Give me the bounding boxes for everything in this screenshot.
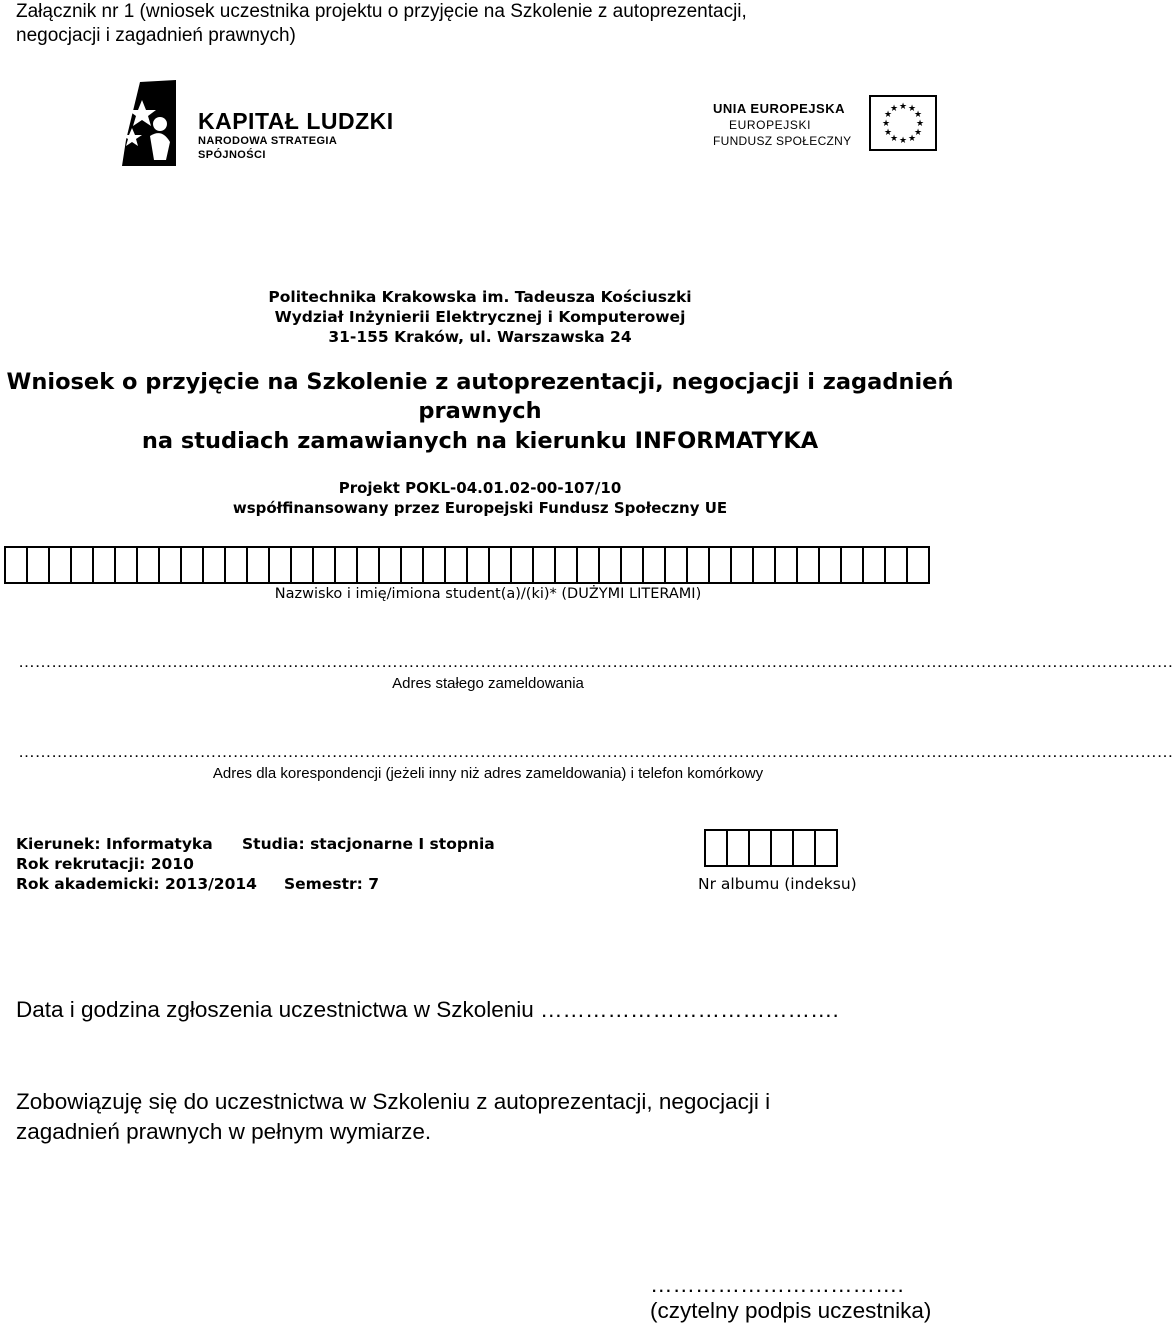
letter-box[interactable] <box>814 829 838 867</box>
letter-box[interactable] <box>334 546 358 584</box>
letter-box[interactable] <box>466 546 490 584</box>
svg-text:★: ★ <box>915 119 925 129</box>
letter-box[interactable] <box>792 829 816 867</box>
album-number-label: Nr albumu (indeksu) <box>698 875 857 893</box>
address-field-dots[interactable]: ………………………………………………………………………………………………………………………………………………………………………………………… <box>18 652 1173 671</box>
letter-box[interactable] <box>510 546 534 584</box>
annex-line-2: negocjacji i zagadnień prawnych) <box>16 25 296 46</box>
letter-box[interactable] <box>488 546 512 584</box>
correspondence-field-dots[interactable]: ………………………………………………………………………………………………………………………………………………………………………………………… <box>18 742 1173 761</box>
letter-box[interactable] <box>620 546 644 584</box>
letter-box[interactable] <box>862 546 886 584</box>
letter-box[interactable] <box>202 546 226 584</box>
svg-text:★: ★ <box>913 110 923 120</box>
letter-box[interactable] <box>554 546 578 584</box>
letter-box[interactable] <box>818 546 842 584</box>
letter-box[interactable] <box>598 546 622 584</box>
letter-box[interactable] <box>726 829 750 867</box>
letter-box[interactable] <box>774 546 798 584</box>
album-number-boxes[interactable] <box>704 829 836 867</box>
kapital-ludzki-subtitle: NARODOWA STRATEGIA SPÓJNOŚCI <box>198 135 337 161</box>
date-time-line: Data i godzina zgłoszenia uczestnictwa w Szkoleniu …………………………………. <box>16 997 839 1022</box>
kapital-ludzki-title: KAPITAŁ LUDZKI <box>198 108 394 134</box>
letter-box[interactable] <box>224 546 248 584</box>
letter-box[interactable] <box>730 546 754 584</box>
commitment-line-1: Zobowiązuję się do uczestnictwa w Szkoleniu z autoprezentacji, negocjacji i <box>16 1089 771 1114</box>
letter-box[interactable] <box>400 546 424 584</box>
svg-text:★: ★ <box>883 128 893 138</box>
semester: Semestr: 7 <box>284 875 379 893</box>
annex-header <box>16 0 916 48</box>
signature-dots[interactable]: ……………………………. <box>650 1272 904 1297</box>
annex-line-1: Załącznik nr 1 (wniosek uczestnika projektu o przyjęcie na Szkolenie z autoprezentacji, <box>16 1 747 22</box>
letter-box[interactable] <box>246 546 270 584</box>
letter-box[interactable] <box>642 546 666 584</box>
svg-text:★: ★ <box>913 128 923 138</box>
eu-line-1: UNIA EUROPEJSKA <box>713 101 845 116</box>
letter-box[interactable] <box>770 829 794 867</box>
kapital-ludzki-emblem-icon <box>120 80 180 166</box>
letter-box[interactable] <box>906 546 930 584</box>
svg-text:★: ★ <box>907 134 917 144</box>
svg-text:★: ★ <box>898 102 908 112</box>
signature-label: (czytelny podpis uczestnika) <box>650 1298 932 1323</box>
university-line-2: Wydział Inżynierii Elektrycznej i Komputerowej <box>274 308 686 326</box>
letter-box[interactable] <box>136 546 160 584</box>
name-caption: Nazwisko i imię/imiona student(a)/(ki)* (DUŻYMI LITERAMI) <box>274 586 702 602</box>
letter-box[interactable] <box>708 546 732 584</box>
title-line-1: Wniosek o przyjęcie na Szkolenie z autoprezentacji, negocjacji i zagadnień <box>6 369 954 395</box>
letter-box[interactable] <box>356 546 380 584</box>
eu-flag-icon <box>869 95 937 151</box>
study-type: Studia: stacjonarne I stopnia <box>242 835 495 853</box>
letter-box[interactable] <box>70 546 94 584</box>
university-address: 31-155 Kraków, ul. Warszawska 24 <box>328 328 632 346</box>
letter-box[interactable] <box>290 546 314 584</box>
project-funding: współfinansowany przez Europejski Fundusz Społeczny UE <box>232 499 728 517</box>
title-line-2: prawnych <box>418 398 542 424</box>
letter-box[interactable] <box>312 546 336 584</box>
svg-text:★: ★ <box>889 134 899 144</box>
letter-box[interactable] <box>48 546 72 584</box>
letter-box[interactable] <box>378 546 402 584</box>
letter-box[interactable] <box>796 546 820 584</box>
svg-text:★: ★ <box>898 136 908 146</box>
letter-box[interactable] <box>884 546 908 584</box>
university-line-1: Politechnika Krakowska im. Tadeusza Kościuszki <box>268 288 692 306</box>
eu-line-3: FUNDUSZ SPOŁECZNY <box>713 134 852 148</box>
letter-box[interactable] <box>532 546 556 584</box>
svg-text:★: ★ <box>907 104 917 114</box>
letter-box[interactable] <box>840 546 864 584</box>
letter-box[interactable] <box>26 546 50 584</box>
svg-text:★: ★ <box>881 119 891 129</box>
letter-box[interactable] <box>4 546 28 584</box>
name-letter-boxes[interactable] <box>4 546 928 584</box>
svg-text:★: ★ <box>889 104 899 114</box>
letter-box[interactable] <box>158 546 182 584</box>
recruitment-year: Rok rekrutacji: 2010 <box>16 855 194 873</box>
project-code: Projekt POKL-04.01.02-00-107/10 <box>338 479 622 497</box>
academic-year: Rok akademicki: 2013/2014 <box>16 875 257 893</box>
svg-text:★: ★ <box>883 110 893 120</box>
letter-box[interactable] <box>664 546 688 584</box>
letter-box[interactable] <box>576 546 600 584</box>
letter-box[interactable] <box>180 546 204 584</box>
commitment-line-2: zagadnień prawnych w pełnym wymiarze. <box>16 1119 432 1144</box>
letter-box[interactable] <box>268 546 292 584</box>
correspondence-caption: Adres dla korespondencji (jeżeli inny niż adres zameldowania) i telefon komórkowy <box>212 765 764 782</box>
kapital-ludzki-logo <box>120 80 400 170</box>
eu-line-2: EUROPEJSKI <box>729 118 812 132</box>
eu-logo-text <box>713 101 863 149</box>
field-of-study: Kierunek: Informatyka <box>16 835 213 853</box>
letter-box[interactable] <box>422 546 446 584</box>
letter-box[interactable] <box>114 546 138 584</box>
letter-box[interactable] <box>686 546 710 584</box>
address-caption: Adres stałego zameldowania <box>392 675 584 692</box>
letter-box[interactable] <box>92 546 116 584</box>
letter-box[interactable] <box>704 829 728 867</box>
letter-box[interactable] <box>752 546 776 584</box>
title-line-3: na studiach zamawianych na kierunku INFORMATYKA <box>141 428 819 454</box>
letter-box[interactable] <box>748 829 772 867</box>
letter-box[interactable] <box>444 546 468 584</box>
